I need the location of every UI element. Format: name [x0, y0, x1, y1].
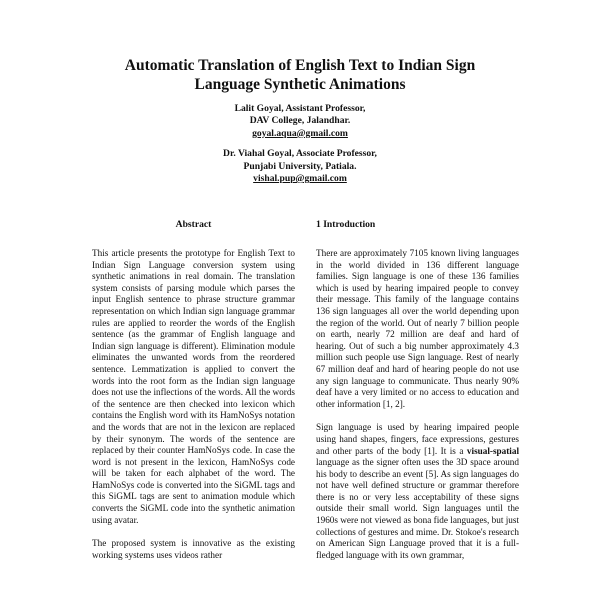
author-block [0, 103, 600, 185]
intro-p2-text-a: Sign language is used by hearing impaired people using hand shapes, fingers, face expressions, gestures and other parts of the body [1]. It is a [316, 422, 519, 456]
intro-p2-text-b: language as the signer often uses the 3D space around his body to describe an event [5]. As sign languages do not have well defined structure or grammar therefore there is no or very less acceptability of these signs outside their small world. Sign languages until the 1960s were not viewed as bona fide languages, but just collections of gestures and mime. Dr. Stokoe's research on American Sign Language proved that it is a full-fledged language with its own grammar, [316, 457, 519, 560]
author-2-affiliation: Punjabi University, Patiala. [243, 160, 357, 172]
author-2 [0, 148, 600, 185]
title-line-2: Language Synthetic Animations [194, 76, 406, 93]
abstract-paragraph-1: This article presents the prototype for English Text to Indian Sign Language conversion system using synthetic animations in real domain. The translation system consists of parsing module which parses the input English sentence to phrase structure grammar representation on which Indian sign language grammar rules are applied to reorder the words of the English sentence (as the grammar of English language and Indian sign language is different). Elimination module eliminates the unwanted words from the reordered sentence. Lemmatization is applied to convert the words into the root form as the Indian sign language does not use the inflections of the words. All the words of the sentence are then checked into lexicon which contains the English word with its HamNoSys notation and the words that are not in the lexicon are replaced by their synonym. The words of the sentence are replaced by their counter HamNoSys code. In case the word is not present in the lexicon, HamNoSys code will be taken for each alphabet of the word. The HamNoSys code is converted into the SiGML tags and this SiGML tags are sent to animation module which converts the SiGML code into the synthetic animation using avatar. [92, 248, 295, 525]
introduction-paragraph-2 [316, 422, 519, 561]
introduction-paragraph-1: There are approximately 7105 known living languages in the world divided in 136 different language families. Sign language is one of these 136 families which is used by hearing impaired people to convey their message. This family of the language contains 136 sign languages all over the world depending upon the region of the world. Out of nearly 7 billion people on earth, nearly 72 million are deaf and hard of hearing. Out of such a big number approximately 4.3 million such people use Sign language. Rest of nearly 67 million deaf and hard of hearing people do not use any sign language to communicate. Thus nearly 90% deaf have a very limited or no access to education and other information [1, 2]. [316, 248, 519, 409]
introduction-heading: 1 Introduction [316, 219, 376, 230]
author-2-name: Dr. Viahal Goyal, Associate Professor, [223, 148, 377, 160]
abstract-column [92, 219, 295, 573]
visual-spatial-term: visual-spatial [466, 445, 519, 456]
author-1 [0, 103, 600, 140]
paper-title [0, 56, 600, 94]
abstract-heading: Abstract [175, 219, 212, 230]
author-1-affiliation: DAV College, Jalandhar. [249, 115, 351, 127]
author-1-name: Lalit Goyal, Assistant Professor, [234, 103, 366, 114]
author-1-email-link[interactable]: goyal.aqua@gmail.com [252, 127, 348, 139]
title-line-1: Automatic Translation of English Text to Indian Sign [124, 57, 476, 74]
introduction-column [316, 219, 519, 573]
abstract-paragraph-2: The proposed system is innovative as the existing working systems uses videos rather [92, 538, 295, 560]
author-2-email-link[interactable]: vishal.pup@gmail.com [253, 173, 347, 185]
